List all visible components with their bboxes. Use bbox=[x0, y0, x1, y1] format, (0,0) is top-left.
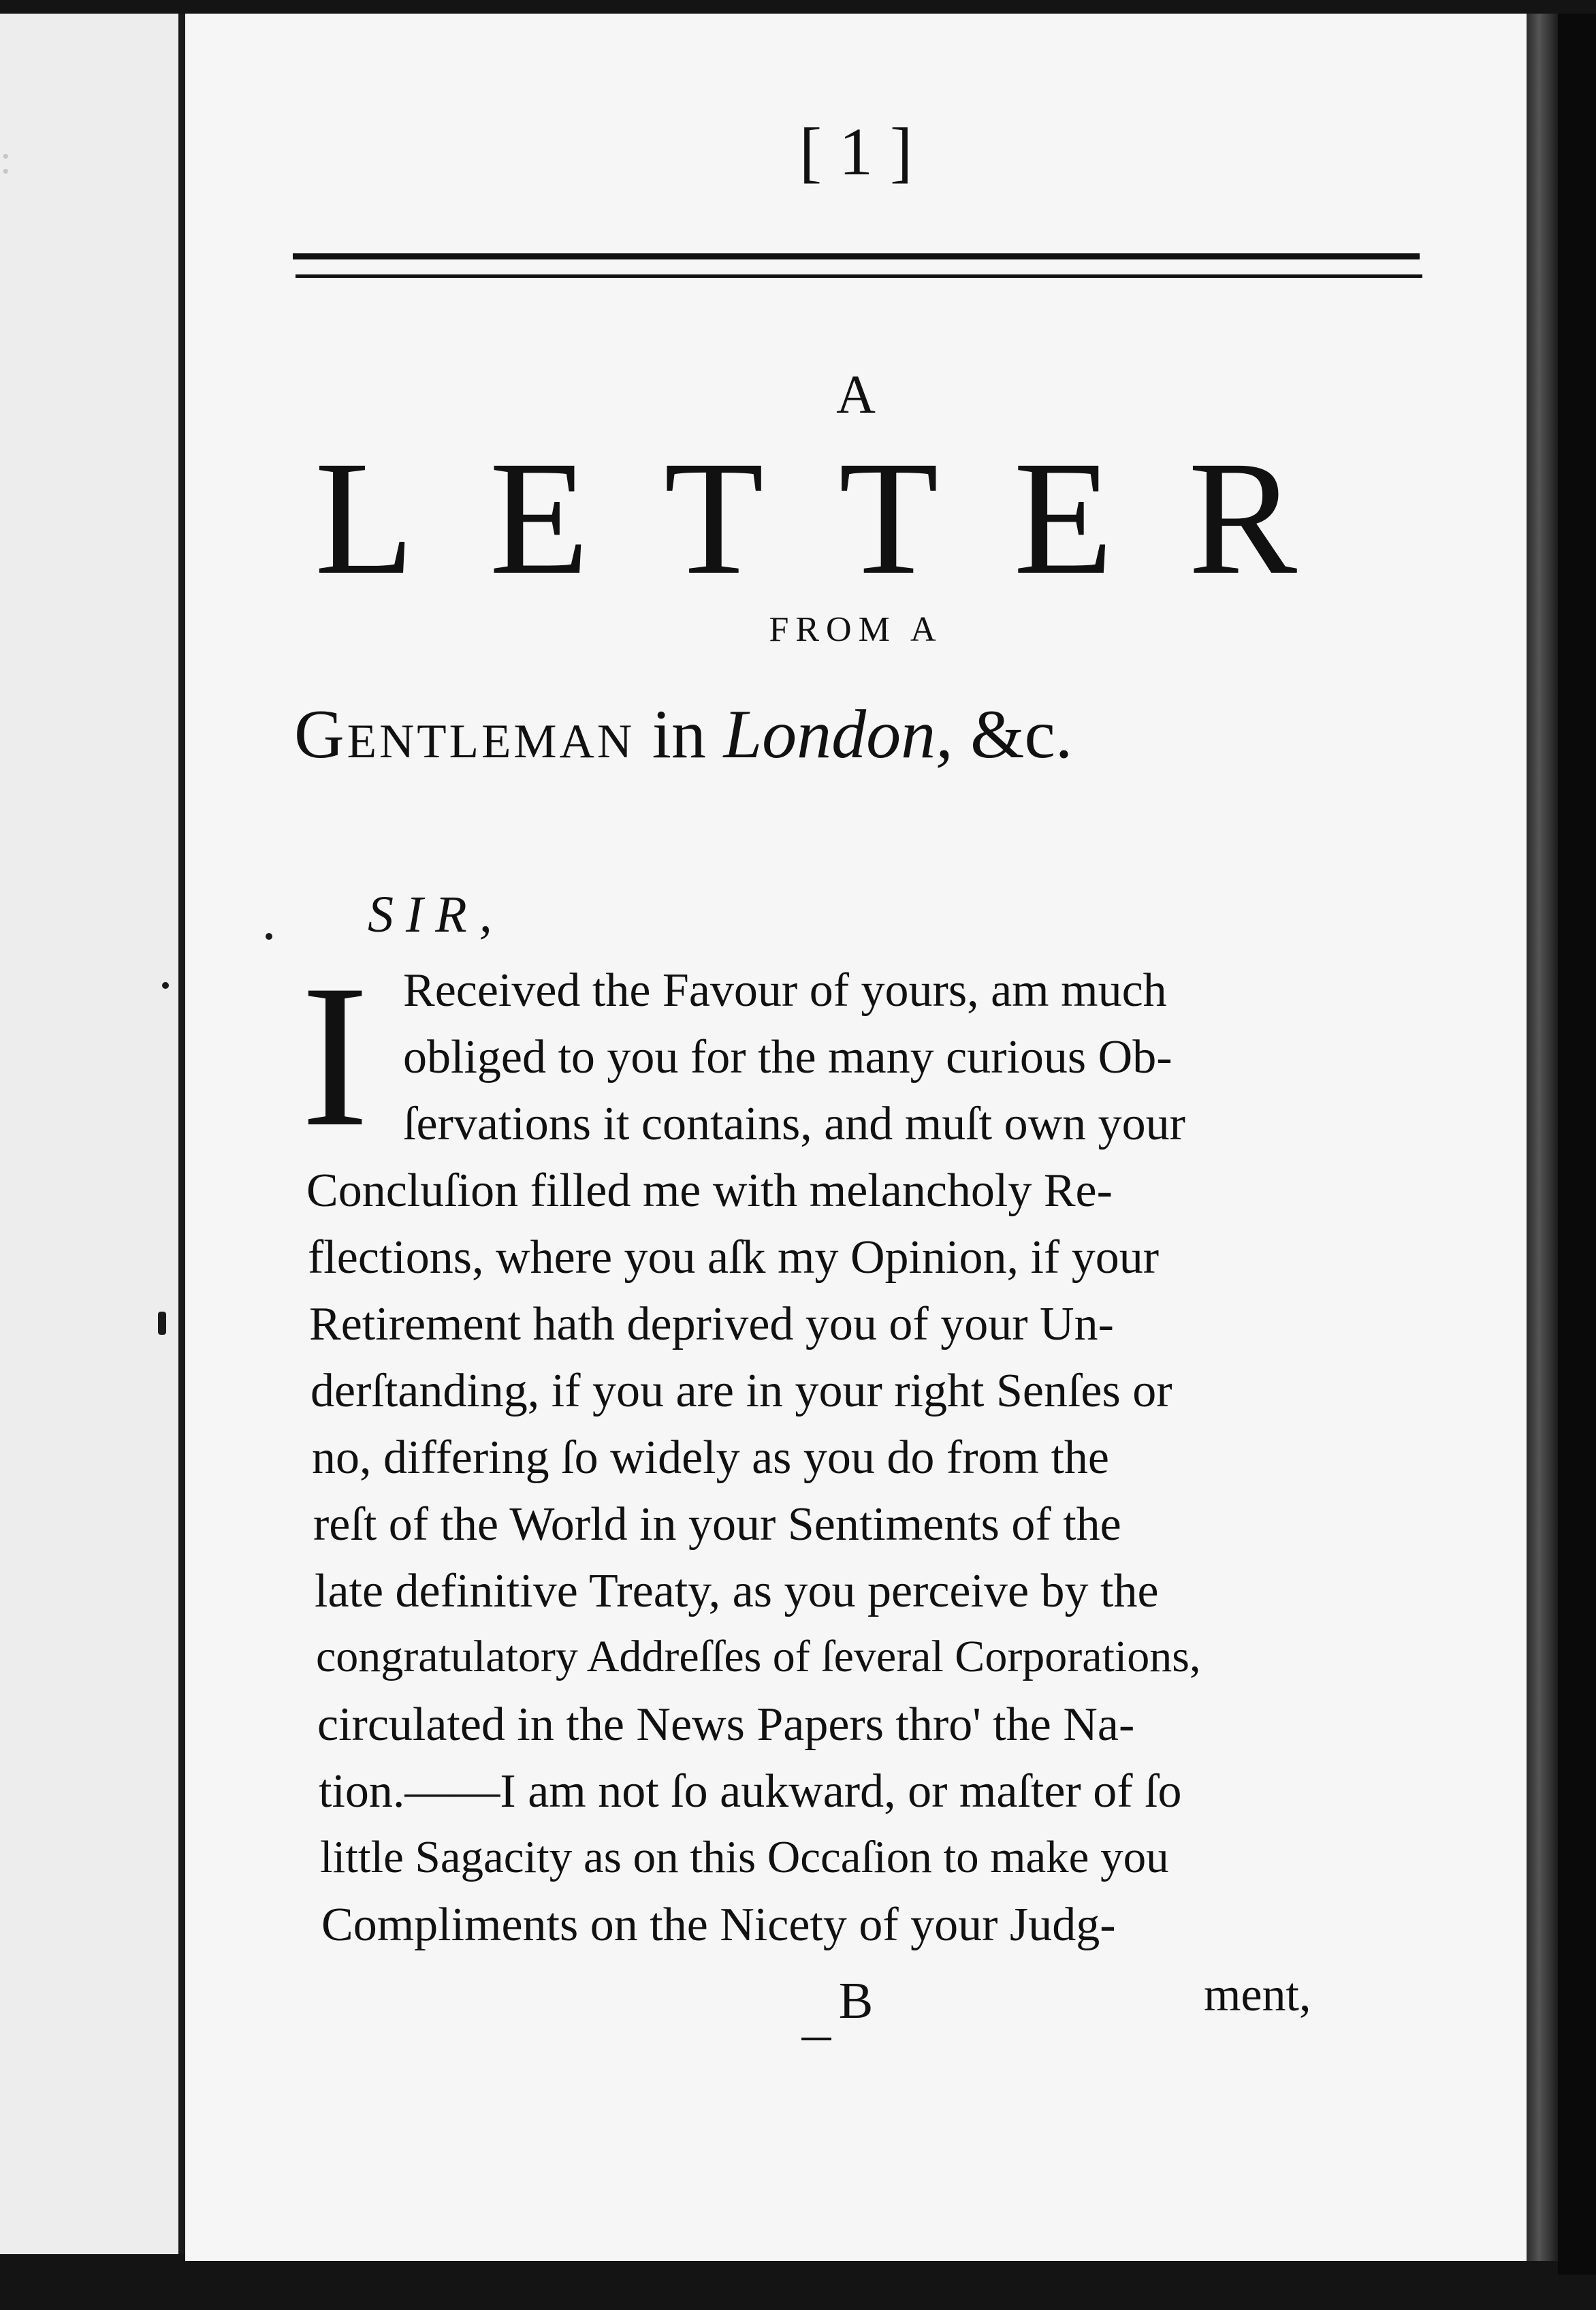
header-rule-thick bbox=[293, 253, 1420, 259]
body-line: Concluſion filled me with melancholy Re- bbox=[306, 1165, 1113, 1217]
book-cover-edge bbox=[1558, 14, 1596, 2275]
signature-underline bbox=[801, 2038, 831, 2040]
body-line: ſervations it contains, and muſt own your bbox=[403, 1098, 1185, 1150]
page-number: [ 1 ] bbox=[799, 114, 913, 189]
title-gentleman: Gentleman bbox=[294, 696, 635, 773]
body-line: circulated in the News Papers thro' the Na- bbox=[317, 1698, 1135, 1751]
body-line: obliged to you for the many curious Ob- bbox=[403, 1031, 1172, 1083]
title-in: in bbox=[652, 696, 706, 773]
body-line: derſtanding, if you are in your right Senſes or bbox=[310, 1365, 1172, 1417]
title-london: London, bbox=[723, 696, 953, 773]
body-line: reſt of the World in your Sentiments of the bbox=[313, 1498, 1121, 1551]
body-line: no, differing ſo widely as you do from the bbox=[312, 1431, 1109, 1484]
body-line: congratulatory Addreſſes of ſeveral Corporations, bbox=[316, 1632, 1201, 1681]
title-etc: &c. bbox=[970, 696, 1073, 773]
salutation: SIR, bbox=[368, 886, 505, 943]
title-letter: LETTER bbox=[315, 427, 1373, 608]
body-line: flections, where you aſk my Opinion, if your bbox=[308, 1231, 1160, 1284]
signature-mark: B bbox=[838, 1972, 874, 2029]
page-edge bbox=[1527, 14, 1558, 2261]
facing-page-bleed: : bbox=[0, 137, 14, 182]
ink-mark bbox=[162, 982, 169, 989]
catchword: ment, bbox=[1204, 1969, 1311, 2021]
body-line: tion.——I am not ſo aukward, or maſter of ſo bbox=[319, 1765, 1182, 1818]
facing-page-left bbox=[0, 14, 178, 2254]
book-gutter bbox=[178, 14, 185, 2254]
title-from-a: FROM A bbox=[769, 610, 943, 649]
header-rule-thin bbox=[296, 274, 1422, 278]
facing-page-bleed bbox=[0, 422, 170, 469]
body-line: Received the Favour of yours, am much bbox=[403, 964, 1167, 1017]
ink-mark bbox=[158, 1312, 166, 1335]
title-line-a: A bbox=[836, 365, 876, 425]
body-line: late definitive Treaty, as you perceive by the bbox=[315, 1565, 1159, 1617]
body-line: Retirement hath deprived you of your Un- bbox=[309, 1298, 1114, 1350]
body-line: little Sagacity as on this Occaſion to make you bbox=[320, 1832, 1169, 1882]
body-line: Compliments on the Nicety of your Judg- bbox=[321, 1899, 1116, 1951]
title-gentleman-line bbox=[294, 695, 1493, 774]
ink-mark bbox=[266, 933, 272, 940]
page-content bbox=[185, 0, 1527, 2310]
drop-cap: I bbox=[301, 943, 369, 1169]
